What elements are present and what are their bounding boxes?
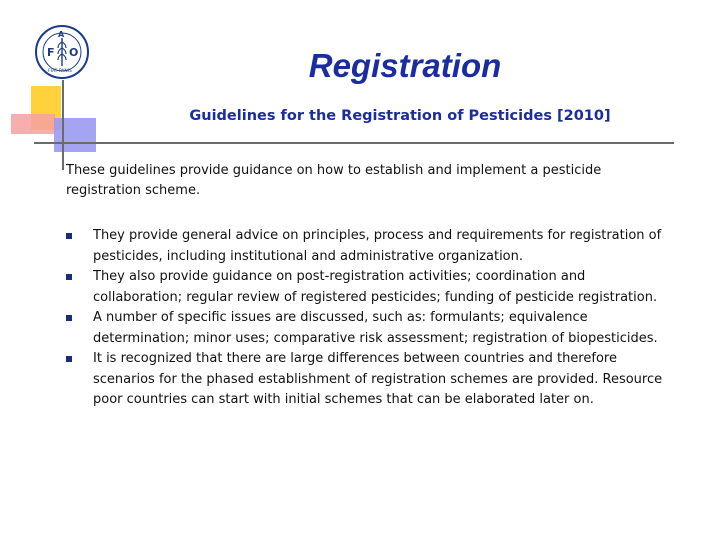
bullet-text: They provide general advice on principles, process and requirements for registration of pesticides, including institutional and administrative organization. xyxy=(93,228,662,264)
bullet-text: It is recognized that there are large differences between countries and therefore scenarios for the phased establishment of registration schemes are provided. Resource poor countries can start with initial schemes that can be elaborated later on. xyxy=(93,351,663,407)
bullet-item xyxy=(66,349,676,411)
slide-title: Registration xyxy=(308,47,502,84)
bullet-text: A number of specific issues are discussed, such as: formulants; equivalence determination; minor uses; comparative risk assessment; registration of biopesticides. xyxy=(93,310,658,346)
decor-horizontal-rule xyxy=(34,142,674,144)
bullet-item xyxy=(66,308,676,349)
logo-letter-o: O xyxy=(69,46,79,59)
decor-blue-block xyxy=(54,118,96,152)
bullet-item xyxy=(66,226,676,267)
square-bullet-icon xyxy=(66,356,72,362)
intro-paragraph: These guidelines provide guidance on how to establish and implement a pesticide registration scheme. xyxy=(66,163,602,198)
square-bullet-icon xyxy=(66,233,72,239)
logo-letter-f: F xyxy=(47,46,55,59)
bullet-item xyxy=(66,267,676,308)
logo-motto: FIAT PANIS xyxy=(48,69,72,74)
square-bullet-icon xyxy=(66,315,72,321)
decor-pink-block xyxy=(11,114,55,134)
square-bullet-icon xyxy=(66,274,72,280)
bullet-text: They also provide guidance on post-registration activities; coordination and collaboration; regular review of registered pesticides; funding of pesticide registration. xyxy=(93,269,658,305)
decor-vertical-line xyxy=(62,80,64,170)
bullet-list xyxy=(66,226,676,411)
logo-letter-a: A xyxy=(58,30,65,39)
slide-subtitle: Guidelines for the Registration of Pesticides [2010] xyxy=(189,108,611,124)
fao-logo-icon xyxy=(34,24,90,80)
